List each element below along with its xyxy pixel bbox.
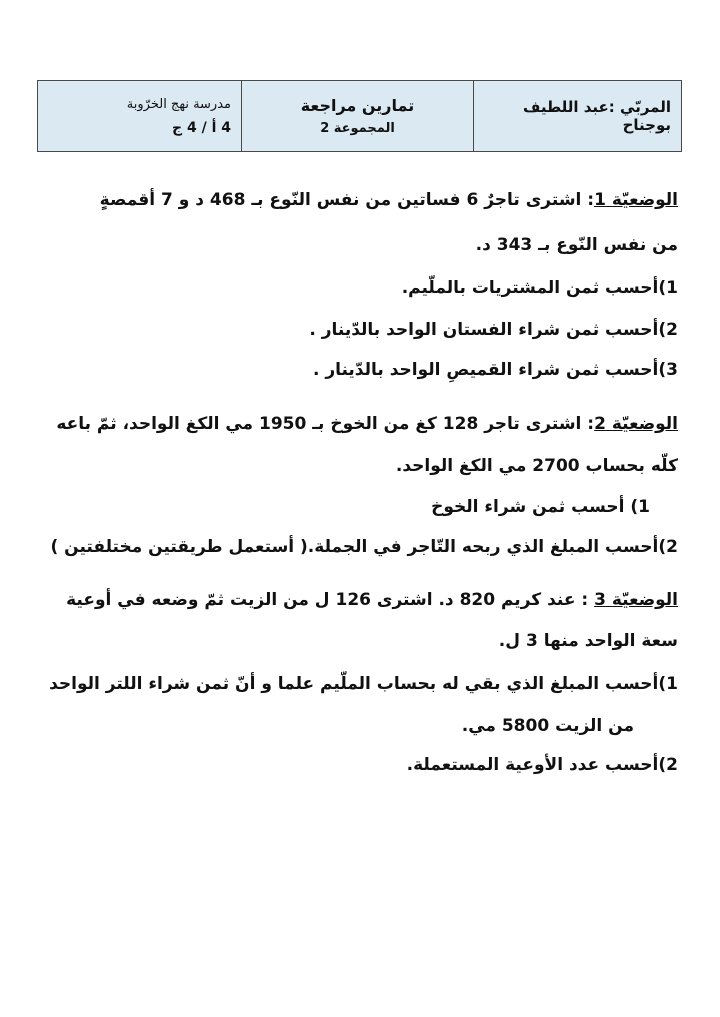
s3-text1: : عند كريم 820 د. اشترى 126 ل من الزيت ثمّ وضعه في أوعية: [66, 590, 595, 610]
s3-line1: [66, 590, 678, 610]
s2-question2: 2)أحسب المبلغ الذي ربحه التّاجر في الجملة.( أستعمل طريقتين مختلفتين ): [50, 537, 678, 557]
s2-question1: 1) أحسب ثمن شراء الخوخ: [431, 497, 650, 517]
school-cell: [38, 81, 241, 151]
worksheet-title: تمارين مراجعة: [300, 96, 415, 115]
s1-text1: : اشترى تاجرٌ 6 فساتين من نفس النّوع بـ 468 د و 7 أقمصةٍ: [99, 190, 595, 210]
teacher-name: المربّي :عبد اللطيف بوجناح: [523, 98, 671, 134]
s3-label: الوضعيّة 3: [594, 590, 678, 610]
s3-line2: سعة الواحد منها 3 ل.: [498, 631, 678, 651]
s2-label: الوضعيّة 2: [594, 414, 678, 434]
s3-question1-cont: من الزيت 5800 مي.: [461, 716, 634, 736]
s3-question2: 2)أحسب عدد الأوعية المستعملة.: [406, 755, 678, 775]
s2-line1: [56, 414, 678, 434]
s1-line2: من نفس النّوع بـ 343 د.: [475, 235, 678, 255]
school-name: مدرسة نهج الخرّوبة: [126, 96, 231, 112]
s1-question2: 2)أحسب ثمن شراء الفستان الواحد بالدّينار .: [309, 320, 678, 340]
s3-question1: 1)أحسب المبلغ الذي بقي له بحساب الملّيم علما و أنّ ثمن شراء اللتر الواحد: [49, 674, 678, 694]
class-label: 4 أ / 4 ج: [171, 119, 231, 136]
teacher-cell: [473, 81, 681, 151]
header-table: [37, 80, 682, 152]
s1-question1: 1)أحسب ثمن المشتريات بالملّيم.: [401, 278, 678, 298]
s1-line1: [100, 190, 678, 210]
title-cell: [241, 81, 473, 151]
s2-line2: كلّه بحساب 2700 مي الكغ الواحد.: [395, 456, 678, 476]
s1-label: الوضعيّة 1: [594, 190, 678, 210]
s2-text1: : اشترى تاجر 128 كغ من الخوخ بـ 1950 مي الكغ الواحد، ثمّ باعه: [56, 414, 595, 434]
s1-question3: 3)أحسب ثمن شراء القميصِ الواحد بالدّينار .: [312, 360, 678, 380]
group-label: المجموعة 2: [320, 121, 395, 136]
